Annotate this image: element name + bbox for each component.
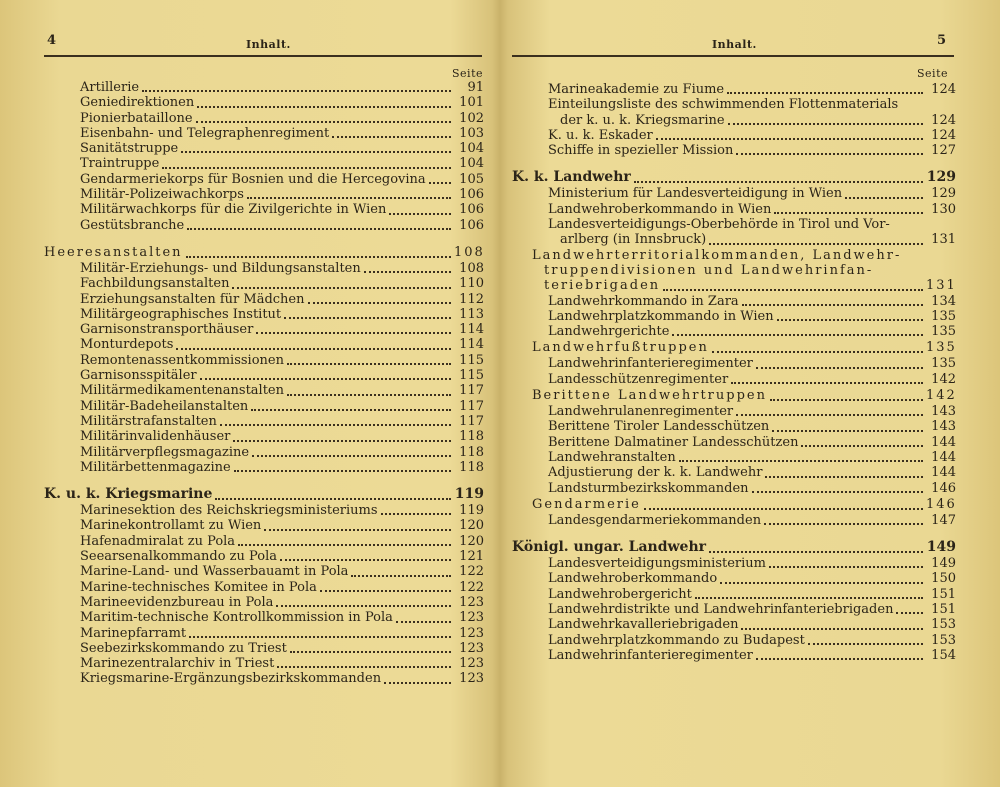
dot-leader: [429, 182, 451, 184]
toc-page-number: 149: [926, 539, 956, 556]
toc-entry-title: Maritim-technische Kontrollkommission in Pola: [80, 610, 393, 626]
toc-entry-title: Militärgeographisches Institut: [80, 306, 282, 322]
toc-entry-title: Militär-Erziehungs- und Bildungsanstalten: [80, 260, 361, 276]
toc-entry[interactable]: [44, 626, 484, 641]
toc-entry[interactable]: [44, 549, 484, 564]
toc-page-number: 108: [454, 244, 485, 260]
toc-page-number: 153: [931, 632, 956, 648]
toc-entry[interactable]: [512, 372, 956, 387]
toc-entry-title: Heeresanstalten: [44, 244, 183, 260]
toc-entry[interactable]: [44, 383, 484, 398]
dot-leader: [381, 513, 451, 515]
toc-entry[interactable]: [44, 460, 484, 475]
toc-entry-title: Landwehrinfanterieregimenter: [548, 356, 753, 372]
dot-leader: [197, 106, 451, 108]
dot-leader: [215, 498, 451, 500]
toc-entry-title: Landwehrplatzkommando in Wien: [548, 308, 774, 324]
toc-entry-title: Hafenadmiralat zu Pola: [80, 533, 236, 549]
dot-leader: [741, 628, 923, 630]
toc-entry[interactable]: [512, 324, 956, 339]
toc-entry-title: K. u. k. Eskader: [548, 127, 653, 143]
toc-page-number: 112: [459, 291, 484, 307]
toc-page-number: 123: [459, 640, 484, 656]
toc-entry[interactable]: [44, 126, 484, 141]
toc-section-heading[interactable]: [512, 248, 956, 294]
toc-entry[interactable]: [44, 172, 484, 187]
section-gap: [44, 475, 484, 486]
toc-entry-title: Berittene Tiroler Landesschützen: [548, 419, 770, 435]
dot-leader: [679, 460, 923, 462]
toc-entry[interactable]: [44, 610, 484, 625]
toc-entry-title: Marine-Land- und Wasserbauamt in Pola: [80, 564, 349, 580]
toc-page-number: 123: [459, 610, 484, 626]
toc-entry-title: Garnisonstransporthäuser: [80, 322, 254, 338]
toc-entry-title: Sanitätstruppe: [80, 141, 179, 157]
toc-entry[interactable]: [512, 404, 956, 419]
toc-entry-title: Einteilungsliste des schwimmenden Flottenmaterials: [548, 97, 899, 113]
toc-page-number: 114: [459, 322, 484, 338]
dot-leader: [634, 181, 923, 183]
toc-entry-title: Eisenbahn- und Telegraphenregiment: [80, 125, 330, 141]
toc-entry-title: Landesverteidigungsministerium: [548, 556, 766, 572]
toc-entry-title: Monturdepots: [80, 337, 174, 353]
toc-entry-title: Gendarmerie: [532, 496, 641, 512]
toc-entry-title: Gendarmeriekorps für Bosnien und die Hercegovina: [80, 171, 426, 187]
toc-entry[interactable]: [44, 671, 484, 686]
dot-leader: [770, 399, 923, 401]
toc-entry[interactable]: [44, 580, 484, 595]
toc-entry[interactable]: [44, 95, 484, 110]
toc-page-number: 134: [931, 293, 956, 309]
dot-leader: [186, 256, 451, 258]
toc-entry[interactable]: [44, 353, 484, 368]
toc-section-heading[interactable]: [512, 496, 956, 513]
column-header: Seite: [917, 67, 948, 80]
running-head: Inhalt.: [712, 38, 757, 51]
toc-entry[interactable]: [512, 128, 956, 143]
toc-page-number: 106: [459, 202, 484, 218]
toc-page-number: 142: [931, 371, 956, 387]
dot-leader: [384, 682, 451, 684]
toc-page-number: 124: [931, 112, 956, 128]
dot-leader: [644, 508, 923, 510]
header-rule: [512, 55, 954, 57]
toc-entry[interactable]: [44, 368, 484, 383]
dot-leader: [181, 151, 451, 153]
toc-entry-title: Landwehrdistrikte und Landwehrinfanteriebrigaden: [548, 602, 894, 618]
dot-leader: [712, 351, 923, 353]
toc-entry-title: Landwehroberkommando in Wien: [548, 201, 772, 217]
toc-page-number: 117: [459, 413, 484, 429]
toc-entry-title: Landesgendarmeriekommanden: [548, 512, 762, 528]
toc-entry-title: Berittene Landwehrtruppen: [532, 388, 767, 404]
toc-page-number: 123: [459, 594, 484, 610]
toc-page-number: 118: [459, 429, 484, 445]
toc-entry[interactable]: [512, 356, 956, 371]
toc-entry-title: Seearsenalkommando zu Pola: [80, 549, 277, 565]
toc-entry-title: Erziehungsanstalten für Mädchen: [80, 291, 305, 307]
dot-leader: [765, 476, 923, 478]
toc-page-number: 119: [459, 503, 484, 519]
toc-page-number: 144: [931, 449, 956, 465]
toc-page-number: 124: [931, 127, 956, 143]
toc-entry[interactable]: [44, 399, 484, 414]
toc-page-number: 127: [931, 143, 956, 159]
toc-entry-title: Landwehrplatzkommando zu Budapest: [548, 632, 805, 648]
toc-entry-title: K. k. Landwehr: [512, 169, 631, 186]
dot-leader: [234, 470, 451, 472]
toc-entry-title: Landwehrgerichte: [548, 324, 670, 340]
toc-page-number: 102: [459, 110, 484, 126]
dot-leader: [764, 523, 923, 525]
toc-page-number: 151: [931, 586, 956, 602]
dot-leader: [396, 621, 451, 623]
toc-page-number: 124: [931, 82, 956, 97]
toc-entry[interactable]: [44, 111, 484, 126]
page-number: 5: [937, 33, 947, 48]
toc-page-number: 144: [931, 434, 956, 450]
dot-leader: [187, 228, 451, 230]
toc-page-number: 129: [926, 169, 956, 186]
toc-page-number: 91: [467, 80, 484, 95]
toc-page-number: 147: [931, 512, 956, 528]
toc-entry-title: Ministerium für Landesverteidigung in Wien: [548, 186, 843, 202]
dot-leader: [290, 651, 451, 653]
toc-entry-title: Militärmedikamentenanstalten: [80, 383, 285, 399]
dot-leader: [233, 440, 451, 442]
dot-leader: [200, 378, 451, 380]
toc-entry-title: Landwehrkavalleriebrigaden: [548, 617, 739, 633]
toc-entry-title: Militär-Polizeiwachkorps: [80, 187, 244, 203]
table-of-contents: [44, 80, 484, 687]
toc-entry-title: Militär-Badeheilanstalten: [80, 398, 249, 414]
toc-page-number: 146: [926, 496, 957, 512]
toc-entry-title: Königl. ungar. Landwehr: [512, 539, 707, 556]
toc-entry-title: Fachbildungsanstalten: [80, 276, 230, 292]
toc-entry[interactable]: [512, 143, 956, 158]
toc-entry[interactable]: [512, 602, 956, 617]
toc-section-heading[interactable]: [512, 539, 956, 556]
toc-page-number: 144: [931, 465, 956, 481]
toc-page-number: 104: [459, 141, 484, 157]
dot-leader: [769, 566, 923, 568]
toc-entry[interactable]: [44, 307, 484, 322]
table-of-contents: [512, 82, 956, 663]
dot-leader: [742, 304, 923, 306]
toc-page-number: 115: [459, 368, 484, 384]
toc-page-number: 117: [459, 383, 484, 399]
toc-entry[interactable]: [512, 294, 956, 309]
dot-leader: [720, 582, 923, 584]
toc-entry-title: Marineevidenzbureau in Pola: [80, 594, 274, 610]
dot-leader: [808, 643, 923, 645]
toc-entry[interactable]: [512, 633, 956, 648]
toc-page-number: 119: [454, 486, 484, 503]
toc-entry[interactable]: [512, 513, 956, 528]
toc-page-number: 131: [931, 232, 956, 248]
toc-page-number: 115: [459, 352, 484, 368]
toc-entry-title: Militärbettenmagazine: [80, 459, 231, 475]
toc-entry-title: Landwehrfußtruppen: [532, 340, 709, 356]
toc-page-number: 129: [931, 186, 956, 202]
toc-entry-title: Schiffe in spezieller Mission: [548, 143, 734, 159]
toc-entry[interactable]: [512, 465, 956, 480]
toc-page-number: 103: [459, 125, 484, 141]
toc-entry-title-continued: truppendivisionen und Landwehrinfan-: [544, 262, 874, 278]
toc-entry[interactable]: [512, 309, 956, 324]
toc-entry-title: Garnisonsspitäler: [80, 368, 197, 384]
toc-entry-title: Marineakademie zu Fiume: [548, 82, 725, 97]
toc-entry[interactable]: [44, 656, 484, 671]
toc-entry[interactable]: [44, 429, 484, 444]
toc-entry[interactable]: [44, 534, 484, 549]
dot-leader: [277, 666, 451, 668]
toc-page-number: 143: [931, 419, 956, 435]
toc-entry[interactable]: [44, 202, 484, 217]
toc-section-heading[interactable]: [512, 387, 956, 404]
dot-leader: [189, 636, 451, 638]
toc-page-number: 106: [459, 187, 484, 203]
toc-page-number: 122: [459, 564, 484, 580]
toc-page-number: 118: [459, 444, 484, 460]
dot-leader: [695, 597, 923, 599]
toc-page-number: 113: [459, 306, 484, 322]
toc-entry[interactable]: [512, 617, 956, 632]
toc-entry[interactable]: [512, 202, 956, 217]
toc-page-number: 154: [931, 647, 956, 663]
toc-entry[interactable]: [44, 187, 484, 202]
toc-entry[interactable]: [44, 518, 484, 533]
toc-page-number: 135: [931, 356, 956, 372]
toc-entry-title: Seebezirkskommando zu Triest: [80, 640, 287, 656]
dot-leader: [247, 197, 451, 199]
dot-leader: [162, 167, 451, 169]
dot-leader: [672, 334, 923, 336]
toc-page-number: 135: [931, 308, 956, 324]
toc-page-number: 117: [459, 398, 484, 414]
toc-page-number: 131: [926, 278, 957, 294]
dot-leader: [772, 430, 923, 432]
toc-entry-title: Landwehrobergericht: [548, 586, 692, 602]
toc-entry[interactable]: [44, 445, 484, 460]
dot-leader: [256, 332, 451, 334]
header-rule: [44, 55, 482, 57]
dot-leader: [308, 302, 452, 304]
dot-leader: [287, 394, 451, 396]
toc-page-number: 135: [926, 340, 957, 356]
dot-leader: [801, 445, 923, 447]
toc-page-number: 106: [459, 217, 484, 233]
dot-leader: [332, 136, 451, 138]
dot-leader: [320, 590, 451, 592]
dot-leader: [752, 491, 923, 493]
dot-leader: [142, 90, 451, 92]
toc-entry[interactable]: [44, 156, 484, 171]
dot-leader: [736, 414, 923, 416]
toc-page-number: 123: [459, 656, 484, 672]
section-gap: [44, 233, 484, 244]
dot-leader: [656, 138, 923, 140]
dot-leader: [731, 382, 923, 384]
right-page: [500, 0, 1000, 787]
dot-leader: [220, 424, 451, 426]
toc-entry[interactable]: [44, 218, 484, 233]
toc-page-number: 153: [931, 617, 956, 633]
dot-leader: [351, 575, 451, 577]
toc-page-number: 130: [931, 201, 956, 217]
toc-page-number: 121: [459, 549, 484, 565]
toc-page-number: 122: [459, 579, 484, 595]
toc-entry[interactable]: [44, 337, 484, 352]
toc-entry[interactable]: [44, 141, 484, 156]
toc-section-heading[interactable]: [512, 169, 956, 186]
toc-page-number: 151: [931, 602, 956, 618]
toc-entry-title: Landesverteidigungs-Oberbehörde in Tirol und Vor-: [548, 217, 890, 233]
toc-entry[interactable]: [512, 450, 956, 465]
toc-entry-title: K. u. k. Kriegsmarine: [44, 486, 213, 503]
toc-page-number: 118: [459, 459, 484, 475]
dot-leader: [196, 121, 451, 123]
dot-leader: [252, 455, 451, 457]
toc-page-number: 120: [459, 533, 484, 549]
toc-page-number: 123: [459, 671, 484, 687]
toc-page-number: 142: [926, 388, 957, 404]
toc-entry[interactable]: [512, 435, 956, 450]
dot-leader: [756, 658, 923, 660]
toc-page-number: 108: [459, 260, 484, 276]
dot-leader: [364, 271, 451, 273]
toc-entry-title: Landwehrulanenregimenter: [548, 404, 734, 420]
toc-section-heading[interactable]: [44, 486, 484, 503]
toc-entry[interactable]: [512, 217, 956, 248]
dot-leader: [736, 153, 923, 155]
toc-page-number: 105: [459, 171, 484, 187]
section-gap: [512, 158, 956, 169]
toc-entry[interactable]: [44, 322, 484, 337]
toc-entry-title: Marine-technisches Komitee in Pola: [80, 579, 317, 595]
toc-entry[interactable]: [44, 276, 484, 291]
dot-leader: [727, 92, 923, 94]
toc-entry-title: Landwehrterritorialkommanden, Landwehr-: [532, 247, 902, 263]
toc-page-number: 114: [459, 337, 484, 353]
toc-page-number: 123: [459, 625, 484, 641]
dot-leader: [756, 367, 923, 369]
toc-entry-title: Remontenassentkommissionen: [80, 352, 284, 368]
toc-entry-title: Marinekontrollamt zu Wien: [80, 518, 262, 534]
toc-entry-title: Marinepfarramt: [80, 625, 187, 641]
running-head: Inhalt.: [246, 38, 291, 51]
dot-leader: [709, 243, 923, 245]
toc-entry[interactable]: [44, 641, 484, 656]
toc-page-number: 146: [931, 480, 956, 496]
toc-entry[interactable]: [44, 80, 484, 95]
toc-entry-title: Militärstrafanstalten: [80, 413, 217, 429]
toc-entry[interactable]: [512, 556, 956, 571]
dot-leader: [276, 605, 451, 607]
toc-entry-title: Militärverpflegsmagazine: [80, 444, 250, 460]
toc-entry-title: Landesschützenregimenter: [548, 371, 729, 387]
dot-leader: [389, 213, 451, 215]
toc-entry[interactable]: [512, 186, 956, 201]
toc-entry-title: Landwehrkommando in Zara: [548, 293, 739, 309]
toc-page-number: 150: [931, 571, 956, 587]
toc-entry-title: Traintruppe: [80, 156, 160, 172]
toc-entry[interactable]: [512, 82, 956, 97]
toc-entry[interactable]: [44, 503, 484, 518]
toc-entry[interactable]: [44, 414, 484, 429]
toc-entry[interactable]: [512, 571, 956, 586]
column-header: Seite: [452, 67, 483, 80]
toc-section-heading[interactable]: [512, 339, 956, 356]
toc-page-number: 149: [931, 556, 956, 572]
dot-leader: [845, 197, 923, 199]
toc-page-number: 135: [931, 324, 956, 340]
toc-entry-title: Artillerie: [80, 80, 140, 95]
toc-entry[interactable]: [44, 292, 484, 307]
toc-entry[interactable]: [512, 648, 956, 663]
toc-page-number: 120: [459, 518, 484, 534]
page-number: 4: [47, 33, 57, 48]
toc-entry-title: Gestütsbranche: [80, 217, 185, 233]
dot-leader: [280, 559, 451, 561]
toc-entry-title: Landsturmbezirkskommanden: [548, 480, 749, 496]
toc-page-number: 143: [931, 404, 956, 420]
toc-section-heading[interactable]: [44, 244, 484, 261]
toc-entry-title-continued: arlberg (in Innsbruck): [560, 232, 707, 248]
dot-leader: [264, 529, 451, 531]
dot-leader: [777, 319, 923, 321]
toc-entry[interactable]: [44, 595, 484, 610]
toc-entry-title: Marinezentralarchiv in Triest: [80, 656, 275, 672]
dot-leader: [284, 317, 451, 319]
toc-entry[interactable]: [512, 97, 956, 128]
toc-entry[interactable]: [44, 261, 484, 276]
dot-leader: [251, 409, 451, 411]
toc-entry-title: Militärinvalidenhäuser: [80, 429, 231, 445]
toc-entry-title: Marinesektion des Reichskriegsministeriums: [80, 503, 378, 519]
toc-page-number: 104: [459, 156, 484, 172]
dot-leader: [896, 612, 923, 614]
toc-entry[interactable]: [512, 419, 956, 434]
dot-leader: [728, 123, 923, 125]
dot-leader: [238, 544, 451, 546]
toc-entry[interactable]: [44, 564, 484, 579]
dot-leader: [774, 212, 923, 214]
dot-leader: [709, 551, 923, 553]
toc-entry-title: Landwehrinfanterieregimenter: [548, 647, 753, 663]
toc-entry[interactable]: [512, 587, 956, 602]
toc-entry-title: Berittene Dalmatiner Landesschützen: [548, 434, 799, 450]
toc-page-number: 101: [459, 95, 484, 111]
toc-entry-title: Militärwachkorps für die Zivilgerichte in Wien: [80, 202, 387, 218]
toc-entry-title: Landwehranstalten: [548, 449, 676, 465]
toc-entry-title: Pionierbataillone: [80, 110, 193, 126]
toc-entry-title-continued: teriebrigaden: [544, 278, 661, 294]
dot-leader: [663, 289, 923, 291]
dot-leader: [232, 287, 451, 289]
toc-entry-title: Kriegsmarine-Ergänzungsbezirkskommanden: [80, 671, 382, 687]
toc-entry[interactable]: [512, 481, 956, 496]
dot-leader: [176, 348, 451, 350]
toc-page-number: 110: [459, 276, 484, 292]
toc-entry-title: Geniedirektionen: [80, 95, 195, 111]
dot-leader: [287, 363, 451, 365]
section-gap: [512, 528, 956, 539]
toc-entry-title: Landwehroberkommando: [548, 571, 718, 587]
toc-entry-title: Adjustierung der k. k. Landwehr: [548, 465, 763, 481]
toc-entry-title-continued: der k. u. k. Kriegsmarine: [560, 112, 725, 128]
